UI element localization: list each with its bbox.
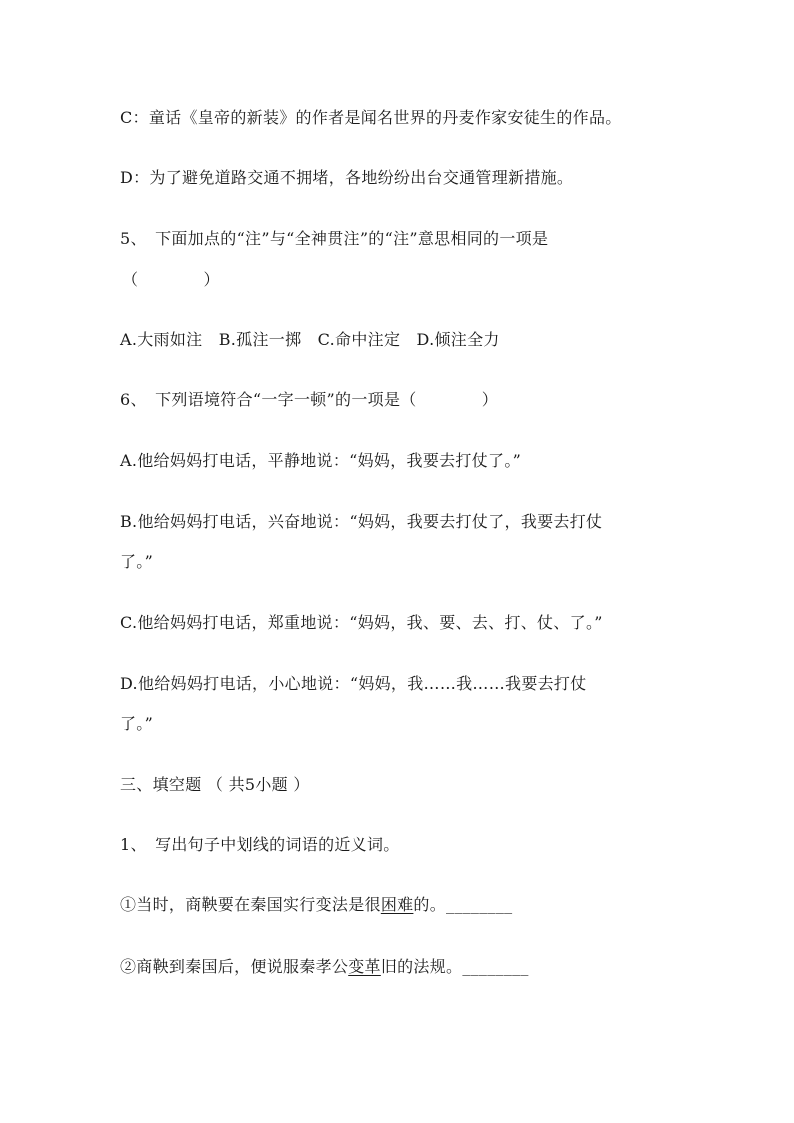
item-2-suffix-blank: 旧的法规。________ [380, 957, 529, 976]
section-3-heading: 三、填空题 （ 共5小题 ） [120, 775, 310, 794]
q4-option-d: D：为了避免道路交通不拥堵，各地纷纷出台交通管理新措施。 [120, 168, 574, 187]
q6-option-a: A.他给妈妈打电话，平静地说：“妈妈，我要去打仗了。” [120, 451, 522, 470]
item-1-prefix: ①当时，商鞅要在秦国实行变法是很 [120, 895, 381, 914]
q6-option-c: C.他给妈妈打电话，郑重地说：“妈妈，我、要、去、打、仗、了。” [120, 613, 603, 632]
q6-option-b-line2: 了。” [120, 552, 154, 571]
item-1-suffix-blank: 的。________ [413, 895, 513, 914]
fill-q1-item-1 [120, 895, 512, 915]
item-2-prefix: ②商鞅到秦国后，便说服秦孝公 [120, 957, 349, 976]
q4-option-c: C：童话《皇帝的新装》的作者是闻名世界的丹麦作家安徒生的作品。 [120, 108, 622, 127]
q6-stem: 6、 下列语境符合“一字一顿”的一项是（ ） [120, 390, 499, 409]
q5-answer-blank: （ ） [122, 270, 220, 289]
item-2-underlined-word: 变革 [348, 957, 381, 976]
fill-q1-stem: 1、 写出句子中划线的词语的近义词。 [120, 835, 400, 854]
q5-options: A.大雨如注 B.孤注一掷 C.命中注定 D.倾注全力 [120, 330, 500, 349]
q6-option-b-line1: B.他给妈妈打电话，兴奋地说：“妈妈，我要去打仗了，我要去打仗 [120, 512, 603, 531]
fill-q1-item-2 [120, 957, 529, 977]
item-1-underlined-word: 困难 [380, 895, 414, 914]
q5-stem: 5、 下面加点的“注”与“全神贯注”的“注”意思相同的一项是 [120, 229, 549, 248]
q6-option-d-line1: D.他给妈妈打电话，小心地说：“妈妈，我……我……我要去打仗 [120, 674, 587, 693]
q6-option-d-line2: 了。” [120, 714, 154, 733]
